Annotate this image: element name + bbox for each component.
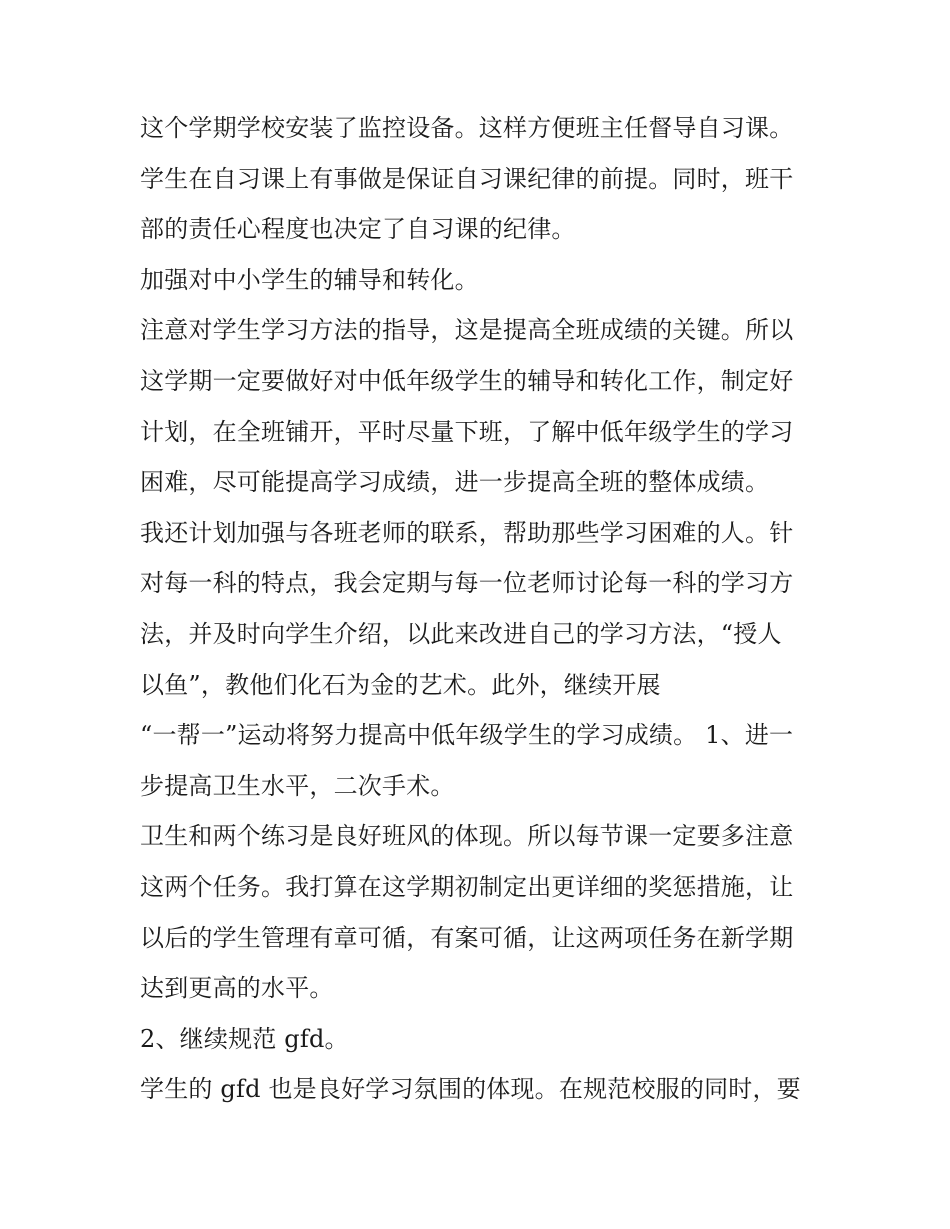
text-line: 以后的学生管理有章可循，有案可循，让这两项任务在新学期 <box>140 923 794 952</box>
text-line: 困难，尽可能提高学习成绩，进一步提高全班的整体成绩。 <box>140 468 770 497</box>
text-line: 我还计划加强与各班老师的联系，帮助那些学习困难的人。针 <box>140 518 794 547</box>
text-line: “一帮一”运动将努力提高中低年级学生的学习成绩。 1、进一 <box>140 721 794 750</box>
text-line: 以鱼”，教他们化石为金的艺术。此外，继续开展 <box>140 670 661 699</box>
text-line: 部的责任心程度也决定了自习课的纪律。 <box>140 215 576 244</box>
text-line: 这学期一定要做好对中低年级学生的辅导和转化工作，制定好 <box>140 366 794 395</box>
text-line: 步提高卫生水平，二次手术。 <box>140 771 455 800</box>
text-line: 2、继续规范 gfd。 <box>140 1024 349 1053</box>
text-line: 对每一科的特点，我会定期与每一位老师讨论每一科的学习方 <box>140 569 794 598</box>
text-line: 计划，在全班铺开，平时尽量下班，了解中低年级学生的学习 <box>140 417 794 446</box>
text-line: 法，并及时向学生介绍，以此来改进自己的学习方法，“授人 <box>140 619 782 648</box>
text-line: 这两个任务。我打算在这学期初制定出更详细的奖惩措施，让 <box>140 872 794 901</box>
text-line: 卫生和两个练习是良好班风的体现。所以每节课一定要多注意 <box>140 822 794 851</box>
text-line: 学生在自习课上有事做是保证自习课纪律的前提。同时，班干 <box>140 164 794 193</box>
text-line: 学生的 gfd 也是良好学习氛围的体现。在规范校服的同时，要 <box>140 1075 801 1104</box>
text-line: 注意对学生学习方法的指导，这是提高全班成绩的关键。所以 <box>140 316 794 345</box>
text-line: 加强对中小学生的辅导和转化。 <box>140 265 479 294</box>
text-line: 这个学期学校安装了监控设备。这样方便班主任督导自习课。 <box>140 114 794 142</box>
text-line: 达到更高的水平。 <box>140 974 334 1003</box>
